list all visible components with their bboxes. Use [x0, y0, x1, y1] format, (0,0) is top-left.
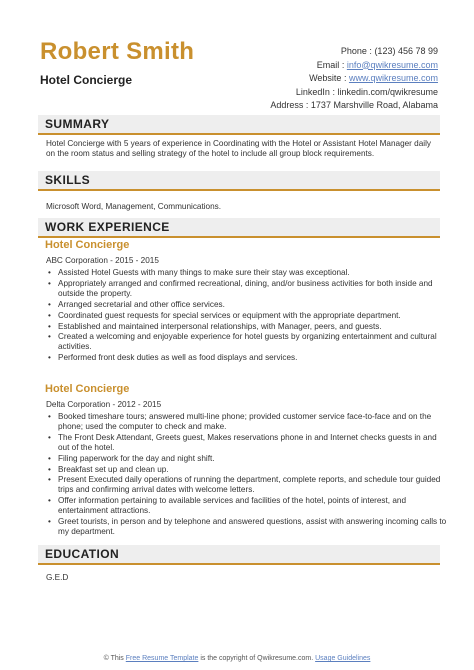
job-title-2: Hotel Concierge — [45, 383, 130, 395]
experience-heading: WORK EXPERIENCE — [45, 220, 170, 234]
list-item: • Breakfast set up and clean up. — [58, 465, 448, 475]
summary-section-header — [38, 115, 440, 135]
footer-prefix: © This — [103, 655, 124, 662]
footer-middle: is the copyright of Qwikresume.com. — [200, 655, 314, 662]
contact-block — [270, 45, 438, 113]
linkedin-value: linkedin.com/qwikresume — [337, 86, 438, 97]
summary-heading: SUMMARY — [45, 117, 110, 131]
skills-section-header — [38, 171, 440, 191]
list-item: • Performed front desk duties as well as food displays and services. — [58, 353, 448, 363]
job-bullets-1 — [46, 268, 448, 364]
list-item: • Booked timeshare tours; answered multi-line phone; provided customer service face-to-face and on the phone; used the computer to check and make. — [58, 412, 448, 432]
linkedin-label: LinkedIn — [295, 86, 330, 97]
email-label: Email — [316, 59, 340, 70]
copyright-footer — [0, 655, 474, 662]
experience-section-header — [38, 218, 440, 238]
job-company-1: ABC Corporation - 2015 - 2015 — [46, 256, 159, 265]
job-title-1: Hotel Concierge — [45, 239, 130, 251]
list-item: • Coordinated guest requests for special services or equipment with the appropriate department. — [58, 311, 448, 321]
candidate-name: Robert Smith — [40, 38, 195, 65]
list-item: • Appropriately arranged and confirmed recreational, dining, and/or business activities for both inside and outside the property. — [58, 279, 448, 299]
contact-linkedin: LinkedIn : linkedin.com/qwikresume — [295, 86, 438, 97]
candidate-title: Hotel Concierge — [40, 73, 133, 87]
contact-address: Address : 1737 Marshville Road, Alabama — [270, 100, 438, 110]
education-section-header — [38, 545, 440, 565]
job-bullets-2 — [46, 412, 448, 538]
list-item: • The Front Desk Attendant, Greets guest, Makes reservations phone in and Internet checks guests in and out of the hotel. — [58, 433, 448, 453]
list-item: • Created a welcoming and enjoyable experience for hotel guests by organizing entertainment and cultural activities. — [58, 332, 448, 352]
contact-email: Email : info@qwikresume.com — [316, 59, 438, 70]
free-resume-template-link[interactable]: Free Resume Template — [125, 655, 199, 662]
website-link[interactable]: www.qwikresume.com — [348, 73, 438, 83]
list-item: • Assisted Hotel Guests with many things to make sure their stay was exceptional. — [58, 268, 448, 278]
education-heading: EDUCATION — [45, 547, 120, 561]
contact-website: Website : www.qwikresume.com — [309, 73, 438, 83]
skills-heading: SKILLS — [45, 173, 91, 187]
usage-guidelines-link[interactable]: Usage Guidelines — [315, 655, 371, 662]
list-item: • Greet tourists, in person and by telephone and answered questions, assist with answering incoming calls to my department. — [58, 517, 448, 537]
list-item: • Present Executed daily operations of running the department, complete reports, and schedule tour guided trips and confirming arrival dates with welcome letters. — [58, 475, 448, 495]
summary-text: Hotel Concierge with 5 years of experience in Coordinating with the Hotel or Assistant Hotel Manager daily on the room status and selling strategy of the hotel to include all group block requirements. — [46, 139, 432, 159]
list-item: • Established and maintained interpersonal relationships, with Manager, peers, and guests. — [58, 322, 448, 332]
job-company-2: Delta Corporation - 2012 - 2015 — [46, 400, 162, 409]
list-item: • Filing paperwork for the day and night shift. — [58, 454, 448, 464]
education-text: G.E.D — [46, 573, 69, 582]
address-value: 1737 Marshville Road, Alabama — [310, 100, 438, 110]
skills-text: Microsoft Word, Management, Communications. — [46, 202, 222, 211]
email-link[interactable]: info@qwikresume.com — [346, 59, 438, 70]
list-item: • Arranged secretarial and other office services. — [58, 300, 448, 310]
contact-phone: Phone : (123) 456 78 99 — [340, 46, 438, 56]
address-label: Address — [270, 100, 304, 110]
phone-value: (123) 456 78 99 — [374, 46, 438, 56]
phone-label: Phone — [340, 46, 367, 56]
website-label: Website — [309, 73, 342, 83]
list-item: • Offer information pertaining to available services and facilities of the hotel, points of interest, and entertainment attractions. — [58, 496, 448, 516]
